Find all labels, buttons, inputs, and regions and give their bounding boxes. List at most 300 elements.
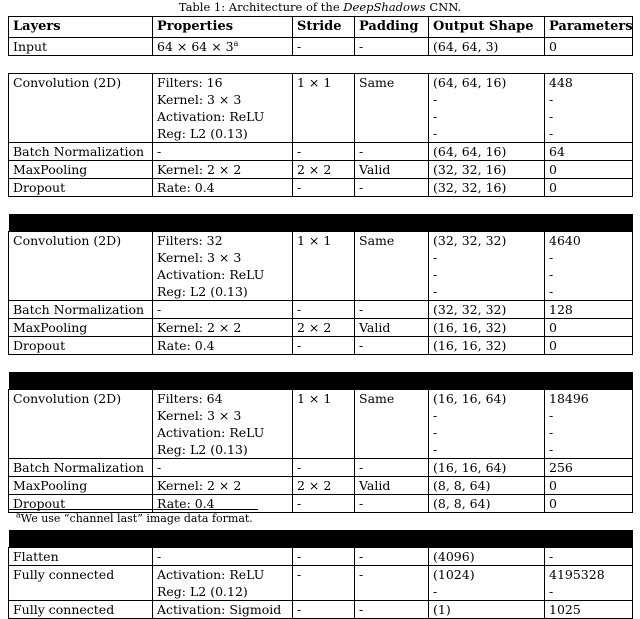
output-shape-text: -	[433, 91, 438, 107]
properties-cell	[153, 143, 293, 161]
parameters-text: 0	[549, 477, 557, 493]
parameters-text: -	[549, 441, 554, 457]
layer-cell	[9, 232, 153, 250]
stride-cell	[293, 232, 355, 250]
layer-cell	[9, 390, 153, 408]
parameters-cell	[545, 301, 633, 319]
architecture-table	[8, 16, 633, 619]
stride-cell	[293, 601, 355, 619]
stride-cell	[293, 566, 355, 584]
parameters-cell	[545, 459, 633, 477]
output-shape-cell	[429, 424, 545, 441]
padding-cell	[355, 161, 429, 179]
stride-cell	[293, 38, 355, 56]
padding-text: -	[359, 548, 364, 564]
properties-text: -	[157, 548, 162, 564]
parameters-text: -	[549, 125, 554, 141]
table-row	[9, 407, 633, 424]
parameters-text: -	[549, 266, 554, 282]
stride-cell	[293, 249, 355, 266]
layer-cell	[9, 266, 153, 283]
padding-cell	[355, 301, 429, 319]
parameters-text: 256	[549, 459, 573, 475]
properties-text: -	[157, 459, 162, 475]
padding-text: -	[359, 495, 364, 511]
output-shape-cell	[429, 407, 545, 424]
padding-cell	[355, 249, 429, 266]
properties-cell	[153, 74, 293, 92]
padding-text: Valid	[359, 161, 391, 177]
output-shape-text: (32, 32, 32)	[433, 232, 507, 248]
padding-cell	[355, 441, 429, 459]
stride-cell	[293, 390, 355, 408]
parameters-text: -	[549, 424, 554, 440]
output-shape-text: (64, 64, 16)	[433, 143, 507, 159]
header-stride: Stride	[293, 17, 355, 38]
output-shape-text: -	[433, 441, 438, 457]
properties-cell	[153, 161, 293, 179]
header-padding: Padding	[355, 17, 429, 38]
group-gap	[9, 197, 633, 215]
table-row	[9, 319, 633, 337]
properties-cell	[153, 566, 293, 584]
output-shape-cell	[429, 74, 545, 92]
table-row	[9, 459, 633, 477]
layer-text: MaxPooling	[13, 477, 88, 493]
properties-cell	[153, 249, 293, 266]
padding-text: Valid	[359, 477, 391, 493]
output-shape-cell	[429, 91, 545, 108]
output-shape-text: (1)	[433, 601, 451, 617]
properties-cell	[153, 283, 293, 301]
header-layers: Layers	[9, 17, 153, 38]
output-shape-text: -	[433, 249, 438, 265]
padding-cell	[355, 477, 429, 495]
parameters-cell	[545, 108, 633, 125]
properties-cell	[153, 179, 293, 197]
output-shape-cell	[429, 249, 545, 266]
parameters-text: 0	[549, 495, 557, 511]
footnote-marker: a	[16, 510, 21, 520]
padding-text: Same	[359, 74, 395, 90]
properties-cell	[153, 441, 293, 459]
layer-text: Dropout	[13, 337, 66, 353]
parameters-cell	[545, 125, 633, 143]
output-shape-text: (8, 8, 64)	[433, 495, 491, 511]
properties-cell	[153, 601, 293, 619]
parameters-cell	[545, 601, 633, 619]
properties-text: Rate: 0.4	[157, 179, 215, 195]
separator-cell	[9, 530, 633, 548]
layer-cell	[9, 108, 153, 125]
output-shape-cell	[429, 301, 545, 319]
properties-text: Reg: L2 (0.13)	[157, 283, 248, 299]
parameters-text: 4640	[549, 232, 581, 248]
layer-cell	[9, 477, 153, 495]
layer-cell	[9, 179, 153, 197]
layer-cell	[9, 161, 153, 179]
layer-cell	[9, 125, 153, 143]
layer-text: Dropout	[13, 179, 66, 195]
output-shape-text: (64, 64, 3)	[433, 38, 499, 54]
table-row	[9, 477, 633, 495]
properties-cell	[153, 125, 293, 143]
properties-text: Kernel: 2 × 2	[157, 319, 242, 335]
output-shape-text: (1024)	[433, 566, 475, 582]
properties-text: Kernel: 2 × 2	[157, 477, 242, 493]
padding-text: -	[359, 179, 364, 195]
layer-cell	[9, 283, 153, 301]
layer-cell	[9, 548, 153, 566]
stride-cell	[293, 91, 355, 108]
properties-text: Reg: L2 (0.13)	[157, 125, 248, 141]
layer-cell	[9, 38, 153, 56]
layer-cell	[9, 459, 153, 477]
stride-text: 1 × 1	[297, 232, 332, 248]
output-shape-cell	[429, 179, 545, 197]
table-row	[9, 337, 633, 355]
group-separator	[9, 530, 633, 548]
output-shape-text: (4096)	[433, 548, 475, 564]
properties-cell	[153, 459, 293, 477]
layer-text: Fully connected	[13, 566, 115, 582]
parameters-cell	[545, 283, 633, 301]
stride-cell	[293, 407, 355, 424]
stride-text: -	[297, 337, 302, 353]
stride-cell	[293, 301, 355, 319]
properties-cell	[153, 407, 293, 424]
layer-cell	[9, 143, 153, 161]
output-shape-cell	[429, 125, 545, 143]
table-body	[9, 38, 633, 619]
padding-cell	[355, 38, 429, 56]
caption-prefix: Table 1: Architecture of the	[178, 0, 340, 14]
output-shape-cell	[429, 601, 545, 619]
parameters-text: 0	[549, 179, 557, 195]
group-separator	[9, 372, 633, 390]
parameters-cell	[545, 337, 633, 355]
layer-cell	[9, 424, 153, 441]
parameters-text: -	[549, 91, 554, 107]
padding-cell	[355, 390, 429, 408]
properties-text: Activation: ReLU	[157, 108, 265, 124]
padding-cell	[355, 266, 429, 283]
parameters-cell	[545, 38, 633, 56]
stride-text: 1 × 1	[297, 390, 332, 406]
output-shape-text: -	[433, 407, 438, 423]
separator-cell	[9, 372, 633, 390]
layer-text: Input	[13, 38, 48, 54]
parameters-text: -	[549, 108, 554, 124]
stride-cell	[293, 319, 355, 337]
table-row	[9, 424, 633, 441]
stride-cell	[293, 74, 355, 92]
stride-text: -	[297, 566, 302, 582]
properties-text: Rate: 0.4	[157, 337, 215, 353]
properties-cell	[153, 38, 293, 56]
output-shape-text: (32, 32, 32)	[433, 301, 507, 317]
properties-cell	[153, 548, 293, 566]
output-shape-text: -	[433, 266, 438, 282]
group-gap	[9, 56, 633, 74]
footnote	[16, 512, 253, 526]
output-shape-cell	[429, 477, 545, 495]
output-shape-text: (16, 16, 64)	[433, 459, 507, 475]
layer-cell	[9, 441, 153, 459]
layer-cell	[9, 601, 153, 619]
footnote-text: We use “channel last” image data format.	[20, 512, 253, 525]
group-gap	[9, 355, 633, 373]
output-shape-text: -	[433, 283, 438, 299]
parameters-text: 0	[549, 319, 557, 335]
layer-text: Flatten	[13, 548, 59, 564]
properties-text: Activation: ReLU	[157, 266, 265, 282]
stride-text: -	[297, 179, 302, 195]
stride-cell	[293, 283, 355, 301]
padding-cell	[355, 548, 429, 566]
layer-text: Convolution (2D)	[13, 232, 122, 248]
table-row	[9, 74, 633, 92]
output-shape-text: -	[433, 583, 438, 599]
layer-cell	[9, 566, 153, 584]
properties-cell	[153, 91, 293, 108]
table-row	[9, 583, 633, 601]
properties-cell	[153, 477, 293, 495]
header-output-shape: Output Shape	[429, 17, 545, 38]
output-shape-cell	[429, 232, 545, 250]
parameters-cell	[545, 407, 633, 424]
output-shape-cell	[429, 495, 545, 513]
parameters-text: 1025	[549, 601, 581, 617]
table-row	[9, 390, 633, 408]
output-shape-cell	[429, 583, 545, 601]
padding-cell	[355, 424, 429, 441]
stride-cell	[293, 424, 355, 441]
table-row	[9, 125, 633, 143]
parameters-cell	[545, 566, 633, 584]
layer-cell	[9, 74, 153, 92]
parameters-text: 64	[549, 143, 565, 159]
parameters-text: -	[549, 548, 554, 564]
padding-cell	[355, 91, 429, 108]
properties-cell	[153, 583, 293, 601]
properties-cell	[153, 266, 293, 283]
parameters-cell	[545, 495, 633, 513]
parameters-cell	[545, 161, 633, 179]
parameters-cell	[545, 477, 633, 495]
table-row	[9, 266, 633, 283]
output-shape-text: (16, 16, 64)	[433, 390, 507, 406]
output-shape-text: (16, 16, 32)	[433, 337, 507, 353]
table-row	[9, 283, 633, 301]
stride-text: -	[297, 459, 302, 475]
stride-cell	[293, 477, 355, 495]
properties-cell	[153, 390, 293, 408]
parameters-text: -	[549, 583, 554, 599]
parameters-cell	[545, 441, 633, 459]
stride-cell	[293, 143, 355, 161]
properties-text: -	[157, 301, 162, 317]
stride-cell	[293, 441, 355, 459]
padding-cell	[355, 495, 429, 513]
layer-cell	[9, 301, 153, 319]
output-shape-cell	[429, 441, 545, 459]
padding-text: Same	[359, 390, 395, 406]
stride-text: 2 × 2	[297, 319, 332, 335]
padding-cell	[355, 319, 429, 337]
padding-cell	[355, 283, 429, 301]
layer-cell	[9, 91, 153, 108]
padding-text: -	[359, 143, 364, 159]
parameters-text: -	[549, 283, 554, 299]
output-shape-cell	[429, 337, 545, 355]
stride-text: -	[297, 495, 302, 511]
header-row	[9, 17, 633, 38]
padding-cell	[355, 125, 429, 143]
stride-cell	[293, 179, 355, 197]
output-shape-cell	[429, 38, 545, 56]
parameters-text: 0	[549, 161, 557, 177]
properties-text: Filters: 16	[157, 74, 223, 90]
output-shape-text: (32, 32, 16)	[433, 161, 507, 177]
properties-cell	[153, 424, 293, 441]
padding-text: -	[359, 337, 364, 353]
properties-text: Rate: 0.4	[157, 495, 215, 511]
stride-text: -	[297, 143, 302, 159]
properties-text: 64 × 64 × 3	[157, 38, 234, 54]
layer-text: Convolution (2D)	[13, 74, 122, 90]
padding-text: -	[359, 566, 364, 582]
stride-cell	[293, 161, 355, 179]
properties-text: Activation: ReLU	[157, 424, 265, 440]
caption-suffix: CNN.	[429, 0, 462, 14]
output-shape-cell	[429, 548, 545, 566]
output-shape-cell	[429, 161, 545, 179]
layer-cell	[9, 337, 153, 355]
parameters-text: 448	[549, 74, 573, 90]
layer-text: Dropout	[13, 495, 66, 511]
properties-cell	[153, 301, 293, 319]
parameters-cell	[545, 319, 633, 337]
padding-text: -	[359, 601, 364, 617]
parameters-text: 0	[549, 337, 557, 353]
stride-cell	[293, 108, 355, 125]
layer-cell	[9, 249, 153, 266]
table-row	[9, 91, 633, 108]
gap-cell	[9, 56, 633, 74]
table-row	[9, 38, 633, 56]
output-shape-cell	[429, 283, 545, 301]
table-caption	[0, 0, 640, 14]
parameters-cell	[545, 74, 633, 92]
caption-emph: DeepShadows	[343, 0, 426, 14]
output-shape-text: -	[433, 125, 438, 141]
padding-cell	[355, 108, 429, 125]
layer-text: Batch Normalization	[13, 301, 145, 317]
footnote-rule	[8, 509, 258, 510]
gap-cell	[9, 197, 633, 215]
output-shape-text: -	[433, 424, 438, 440]
stride-text: 2 × 2	[297, 477, 332, 493]
layer-text: Fully connected	[13, 601, 115, 617]
parameters-text: 0	[549, 38, 557, 54]
layer-cell	[9, 583, 153, 601]
stride-cell	[293, 266, 355, 283]
parameters-cell	[545, 390, 633, 408]
parameters-cell	[545, 548, 633, 566]
padding-cell	[355, 459, 429, 477]
output-shape-cell	[429, 459, 545, 477]
table-row	[9, 108, 633, 125]
properties-text: Reg: L2 (0.12)	[157, 583, 248, 599]
stride-text: -	[297, 38, 302, 54]
parameters-text: 18496	[549, 390, 589, 406]
output-shape-cell	[429, 143, 545, 161]
table-row	[9, 143, 633, 161]
properties-text: Filters: 64	[157, 390, 223, 406]
output-shape-cell	[429, 108, 545, 125]
padding-cell	[355, 407, 429, 424]
output-shape-cell	[429, 319, 545, 337]
properties-text: Filters: 32	[157, 232, 223, 248]
padding-cell	[355, 74, 429, 92]
parameters-cell	[545, 266, 633, 283]
table-row	[9, 301, 633, 319]
parameters-cell	[545, 179, 633, 197]
table-row	[9, 232, 633, 250]
padding-cell	[355, 143, 429, 161]
parameters-cell	[545, 143, 633, 161]
properties-text: -	[157, 143, 162, 159]
footnote-ref: a	[233, 38, 239, 48]
stride-text: 2 × 2	[297, 161, 332, 177]
group-separator	[9, 214, 633, 232]
parameters-cell	[545, 91, 633, 108]
layer-text: MaxPooling	[13, 319, 88, 335]
table-row	[9, 441, 633, 459]
output-shape-cell	[429, 390, 545, 408]
properties-text: Reg: L2 (0.13)	[157, 441, 248, 457]
properties-text: Activation: ReLU	[157, 566, 265, 582]
output-shape-cell	[429, 266, 545, 283]
table-row	[9, 179, 633, 197]
parameters-cell	[545, 424, 633, 441]
layer-text: MaxPooling	[13, 161, 88, 177]
layer-cell	[9, 407, 153, 424]
header-parameters: Parameters	[545, 17, 633, 38]
properties-cell	[153, 108, 293, 125]
padding-text: Same	[359, 232, 395, 248]
properties-text: Kernel: 2 × 2	[157, 161, 242, 177]
parameters-text: -	[549, 249, 554, 265]
properties-text: Kernel: 3 × 3	[157, 91, 242, 107]
properties-text: Activation: Sigmoid	[157, 601, 282, 617]
table-row	[9, 548, 633, 566]
stride-text: -	[297, 548, 302, 564]
padding-text: Valid	[359, 319, 391, 335]
stride-cell	[293, 337, 355, 355]
layer-text: Convolution (2D)	[13, 390, 122, 406]
layer-text: Batch Normalization	[13, 143, 145, 159]
parameters-text: 4195328	[549, 566, 605, 582]
parameters-cell	[545, 249, 633, 266]
table-row	[9, 601, 633, 619]
output-shape-text: (64, 64, 16)	[433, 74, 507, 90]
stride-cell	[293, 495, 355, 513]
stride-text: -	[297, 301, 302, 317]
output-shape-text: -	[433, 108, 438, 124]
separator-cell	[9, 214, 633, 232]
